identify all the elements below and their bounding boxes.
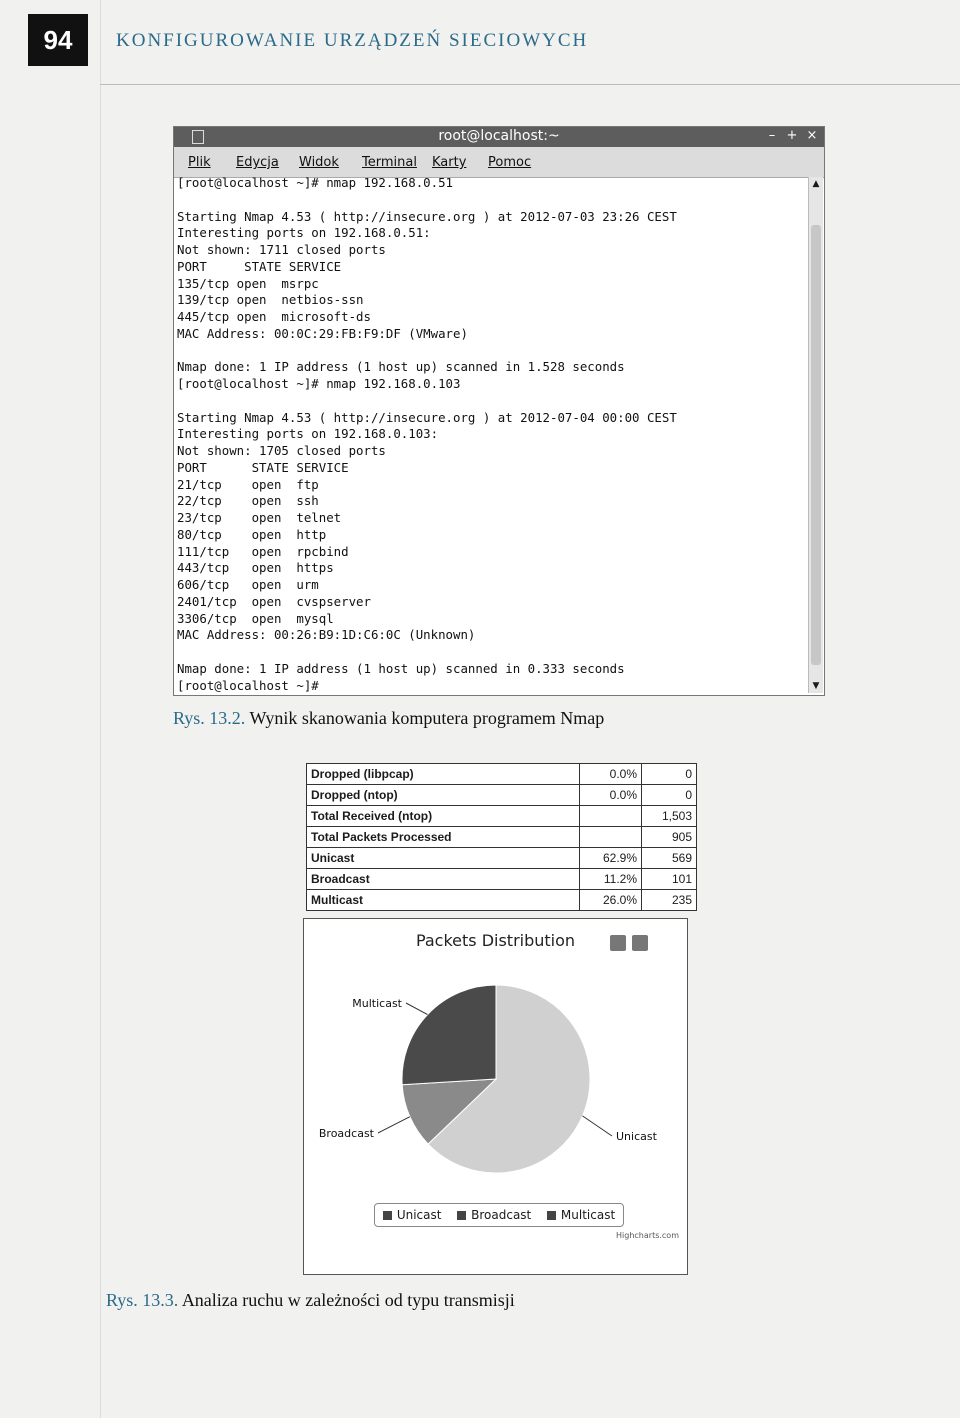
- row-label: Total Received (ntop): [307, 806, 580, 827]
- legend-item[interactable]: [383, 1208, 442, 1222]
- legend-swatch: [383, 1211, 392, 1220]
- row-label: Unicast: [307, 848, 580, 869]
- slice-label: Multicast: [352, 997, 402, 1010]
- menu-karty[interactable]: Karty: [432, 155, 467, 170]
- chart-title: Packets Distribution: [415, 931, 576, 950]
- row-percent: 11.2%: [580, 869, 642, 890]
- header-rule: [100, 84, 960, 85]
- chart-legend: [374, 1203, 624, 1227]
- row-count: 235: [642, 890, 697, 911]
- row-percent: [580, 806, 642, 827]
- menu-edycja[interactable]: Edycja: [236, 155, 279, 170]
- table-row: [307, 764, 697, 785]
- minimize-icon[interactable]: –: [768, 128, 776, 143]
- chart-credits: Highcharts.com: [616, 1231, 679, 1240]
- row-count: 0: [642, 785, 697, 806]
- row-label: Broadcast: [307, 869, 580, 890]
- scroll-up-icon[interactable]: ▲: [812, 179, 820, 189]
- terminal-titlebar[interactable]: [174, 127, 824, 147]
- terminal-title: root@localhost:~: [438, 128, 560, 144]
- row-percent: 0.0%: [580, 785, 642, 806]
- slice-connector: [378, 1117, 410, 1133]
- legend-label: Unicast: [396, 1208, 442, 1222]
- terminal-menubar: [174, 147, 824, 178]
- row-percent: 26.0%: [580, 890, 642, 911]
- terminal-scrollbar[interactable]: [808, 177, 823, 693]
- figure-caption-13-3: [106, 1290, 515, 1311]
- menu-terminal[interactable]: Terminal: [362, 155, 417, 170]
- terminal-output[interactable]: [root@localhost ~]# nmap 192.168.0.51 Starting Nmap 4.53 ( http://insecure.org ) at 2012-07-03 23:26 CEST Interesting ports on 192.168.0.51: Not shown: 1711 closed ports PORT STATE SERVICE 135/tcp open msrpc 139/tcp open netbios-ssn 445/tcp open microsoft-ds MAC Address: 00:0C:29:FB:F9:DF (VMware) Nmap done: 1 IP address (1 host up) scanned in 1.528 seconds [root@localhost ~]# nmap 192.168.0.103 Starting Nmap 4.53 ( http://insecure.org ) at 2012-07-04 00:00 CEST Interesting ports on 192.168.0.103: Not shown: 1705 closed ports PORT STATE SERVICE 21/tcp open ftp 22/tcp open ssh 23/tcp open telnet 80/tcp open http 111/tcp open rpcbind 443/tcp open https 606/tcp open urm 2401/tcp open cvspserver 3306/tcp open mysql MAC Address: 00:26:B9:1D:C6:0C (Unknown) Nmap done: 1 IP address (1 host up) scanned in 0.333 seconds [root@localhost ~]#: [177, 175, 677, 693]
- slice-connector: [406, 1003, 428, 1015]
- row-percent: 62.9%: [580, 848, 642, 869]
- stats-table: [306, 763, 697, 911]
- row-count: 905: [642, 827, 697, 848]
- legend-label: Multicast: [560, 1208, 616, 1222]
- table-row: [307, 806, 697, 827]
- slice-label: Broadcast: [318, 1127, 374, 1140]
- figure-caption-text: Wynik skanowania komputera programem Nmap: [249, 708, 605, 728]
- table-row: [307, 890, 697, 911]
- row-label: Multicast: [307, 890, 580, 911]
- row-percent: [580, 827, 642, 848]
- row-percent: 0.0%: [580, 764, 642, 785]
- running-head: KONFIGUROWANIE URZĄDZEŃ SIECIOWYCH: [116, 30, 589, 51]
- slice-connector: [582, 1116, 612, 1136]
- close-icon[interactable]: ×: [806, 128, 818, 143]
- row-label: Dropped (ntop): [307, 785, 580, 806]
- table-row: [307, 848, 697, 869]
- figure-caption-13-2: [173, 708, 604, 729]
- row-count: 569: [642, 848, 697, 869]
- pie-slice-multicast[interactable]: [402, 985, 496, 1085]
- table-row: [307, 785, 697, 806]
- menu-pomoc[interactable]: Pomoc: [488, 155, 532, 170]
- figure-caption-text: Analiza ruchu w zależności od typu transmisji: [181, 1290, 515, 1310]
- table-row: [307, 827, 697, 848]
- row-count: 101: [642, 869, 697, 890]
- legend-swatch: [457, 1211, 466, 1220]
- page-number: 94: [28, 14, 88, 66]
- scroll-thumb[interactable]: [811, 225, 821, 665]
- table-row: [307, 869, 697, 890]
- maximize-icon[interactable]: +: [786, 128, 798, 143]
- legend-label: Broadcast: [471, 1208, 532, 1222]
- legend-item[interactable]: [547, 1208, 615, 1222]
- row-count: 1,503: [642, 806, 697, 827]
- legend-item[interactable]: [457, 1208, 531, 1222]
- terminal-window: [173, 126, 825, 696]
- row-count: 0: [642, 764, 697, 785]
- row-label: Total Packets Processed: [307, 827, 580, 848]
- slice-label: Unicast: [616, 1130, 657, 1143]
- menu-widok[interactable]: Widok: [299, 155, 339, 170]
- row-label: Dropped (libpcap): [307, 764, 580, 785]
- pie-svg: [304, 919, 687, 1199]
- scroll-down-icon[interactable]: ▼: [812, 681, 820, 691]
- figure-number: Rys. 13.2.: [173, 708, 246, 728]
- figure-number: Rys. 13.3.: [106, 1290, 179, 1310]
- menu-plik[interactable]: Plik: [188, 155, 211, 170]
- legend-swatch: [547, 1211, 556, 1220]
- margin-rule: [100, 0, 101, 1418]
- packets-chart: [303, 918, 688, 1275]
